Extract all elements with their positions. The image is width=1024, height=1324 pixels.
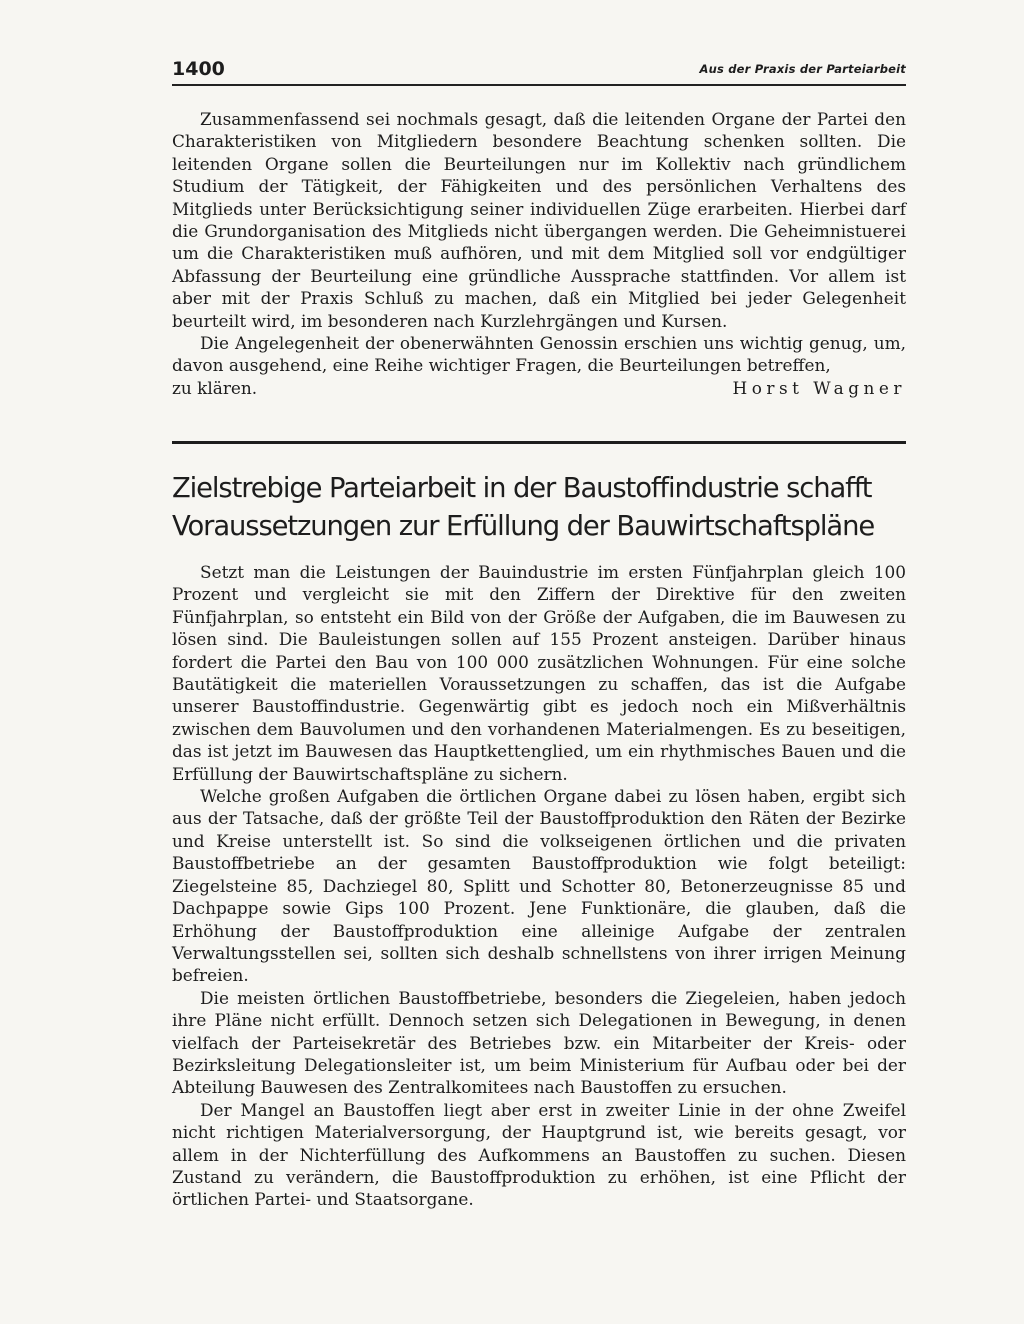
article-paragraph: Der Mangel an Baustoffen liegt aber erst in zweiter Linie in der ohne Zweifel nicht richtigen Materialversorgung, der Hauptgrund ist, wie bereits gesagt, vor allem in der Nichterfüllung des Aufkommens an Baustoffen zu suchen. Diesen Zustand zu verändern, die Baustoffproduktion zu erhöhen, ist eine Pflicht der örtlichen Partei- und Staatsorgane. [172, 1099, 906, 1210]
article-paragraph: Die meisten örtlichen Baustoffbetriebe, besonders die Ziegeleien, haben jedoch ihre Pläne nicht erfüllt. Dennoch setzen sich Delegationen in Bewegung, in denen vielfach der Parteisekretär des Betriebes bzw. ein Mitarbeiter der Kreis- oder Bezirksleitung Delegationsleiter ist, um beim Ministerium für Aufbau oder bei der Abteilung Bauwesen des Zentralkomitees nach Baustoffen zu ersuchen. [172, 987, 906, 1098]
previous-article-paragraph: Die Angelegenheit der obenerwähnten Genossin erschien uns wichtig genug, um, davon ausgehend, eine Reihe wichtiger Fragen, die Beurteilungen betreffen, [172, 333, 906, 376]
page-number: 1400 [172, 58, 225, 80]
page-header [172, 54, 906, 86]
previous-article-paragraph: Zusammenfassend sei nochmals gesagt, daß die leitenden Organe der Partei den Charakteristiken von Mitgliedern besondere Beachtung schenken sollten. Die leitenden Organe sollen die Beurteilungen nur im Kollektiv nach gründlichem Studium der Tätigkeit, der Fähigkeiten und des persönlichen Verhaltens des Mitglieds unter Berücksichtigung seiner individuellen Züge erarbeiten. Hierbei darf die Grundorganisation des Mitglieds nicht übergangen werden. Die Geheimnistuerei um die Charakteristiken muß aufhören, und mit dem Mitglied soll vor endgültiger Abfassung der Beurteilung eine gründliche Aussprache stattfinden. Vor allem ist aber mit der Praxis Schluß zu machen, daß ein Mitglied bei jeder Gelegenheit beurteilt wird, im besonderen nach Kurzlehrgängen und Kursen. [172, 109, 906, 331]
article-title [172, 470, 912, 546]
article-title-line: Voraussetzungen zur Erfüllung der Bauwirtschaftspläne [172, 511, 875, 542]
previous-article-ending [172, 108, 906, 399]
article-body [172, 561, 906, 1211]
article-paragraph: Welche großen Aufgaben die örtlichen Organe dabei zu lösen haben, ergibt sich aus der Tatsache, daß der größte Teil der Baustoffproduktion den Räten der Bezirke und Kreise unterstellt ist. So sind die volkseigenen örtlichen und die privaten Baustoffbetriebe an der gesamten Baustoffproduktion wie folgt beteiligt: Ziegelsteine 85, Dachziegel 80, Splitt und Schotter 80, Betonerzeugnisse 85 und Dachpappe sowie Gips 100 Prozent. Jene Funktionäre, die glauben, daß die Erhöhung der Baustoffproduktion eine alleinige Aufgabe der zentralen Verwaltungsstellen sei, sollten sich deshalb schnellstens von ihrer irrigen Meinung befreien. [172, 786, 906, 986]
section-divider [172, 441, 906, 444]
closing-text: zu klären. [172, 377, 258, 398]
closing-line [172, 377, 906, 399]
article-paragraph: Setzt man die Leistungen der Bauindustrie im ersten Fünfjahrplan gleich 100 Prozent und vergleicht sie mit den Ziffern der Direktive für den zweiten Fünfjahrplan, so entsteht ein Bild von der Größe der Aufgaben, die im Bauwesen zu lösen sind. Die Bauleistungen sollen auf 155 Prozent ansteigen. Darüber hinaus fordert die Partei den Bau von 100 000 zusätzlichen Wohnungen. Für eine solche Bautätigkeit die materiellen Voraussetzungen zu schaffen, das ist die Aufgabe unserer Baustoffindustrie. Gegenwärtig gibt es jedoch noch ein Mißverhältnis zwischen dem Bauvolumen und den vorhandenen Materialmengen. Es zu beseitigen, das ist jetzt im Bauwesen das Hauptkettenglied, um ein rhythmisches Bauen und die Erfüllung der Bauwirtschaftspläne zu sichern. [172, 562, 906, 784]
running-head: Aus der Praxis der Parteiarbeit [699, 62, 906, 76]
article-title-line: Zielstrebige Parteiarbeit in der Baustoffindustrie schafft [172, 473, 872, 504]
author-signature: Horst Wagner [732, 377, 906, 398]
